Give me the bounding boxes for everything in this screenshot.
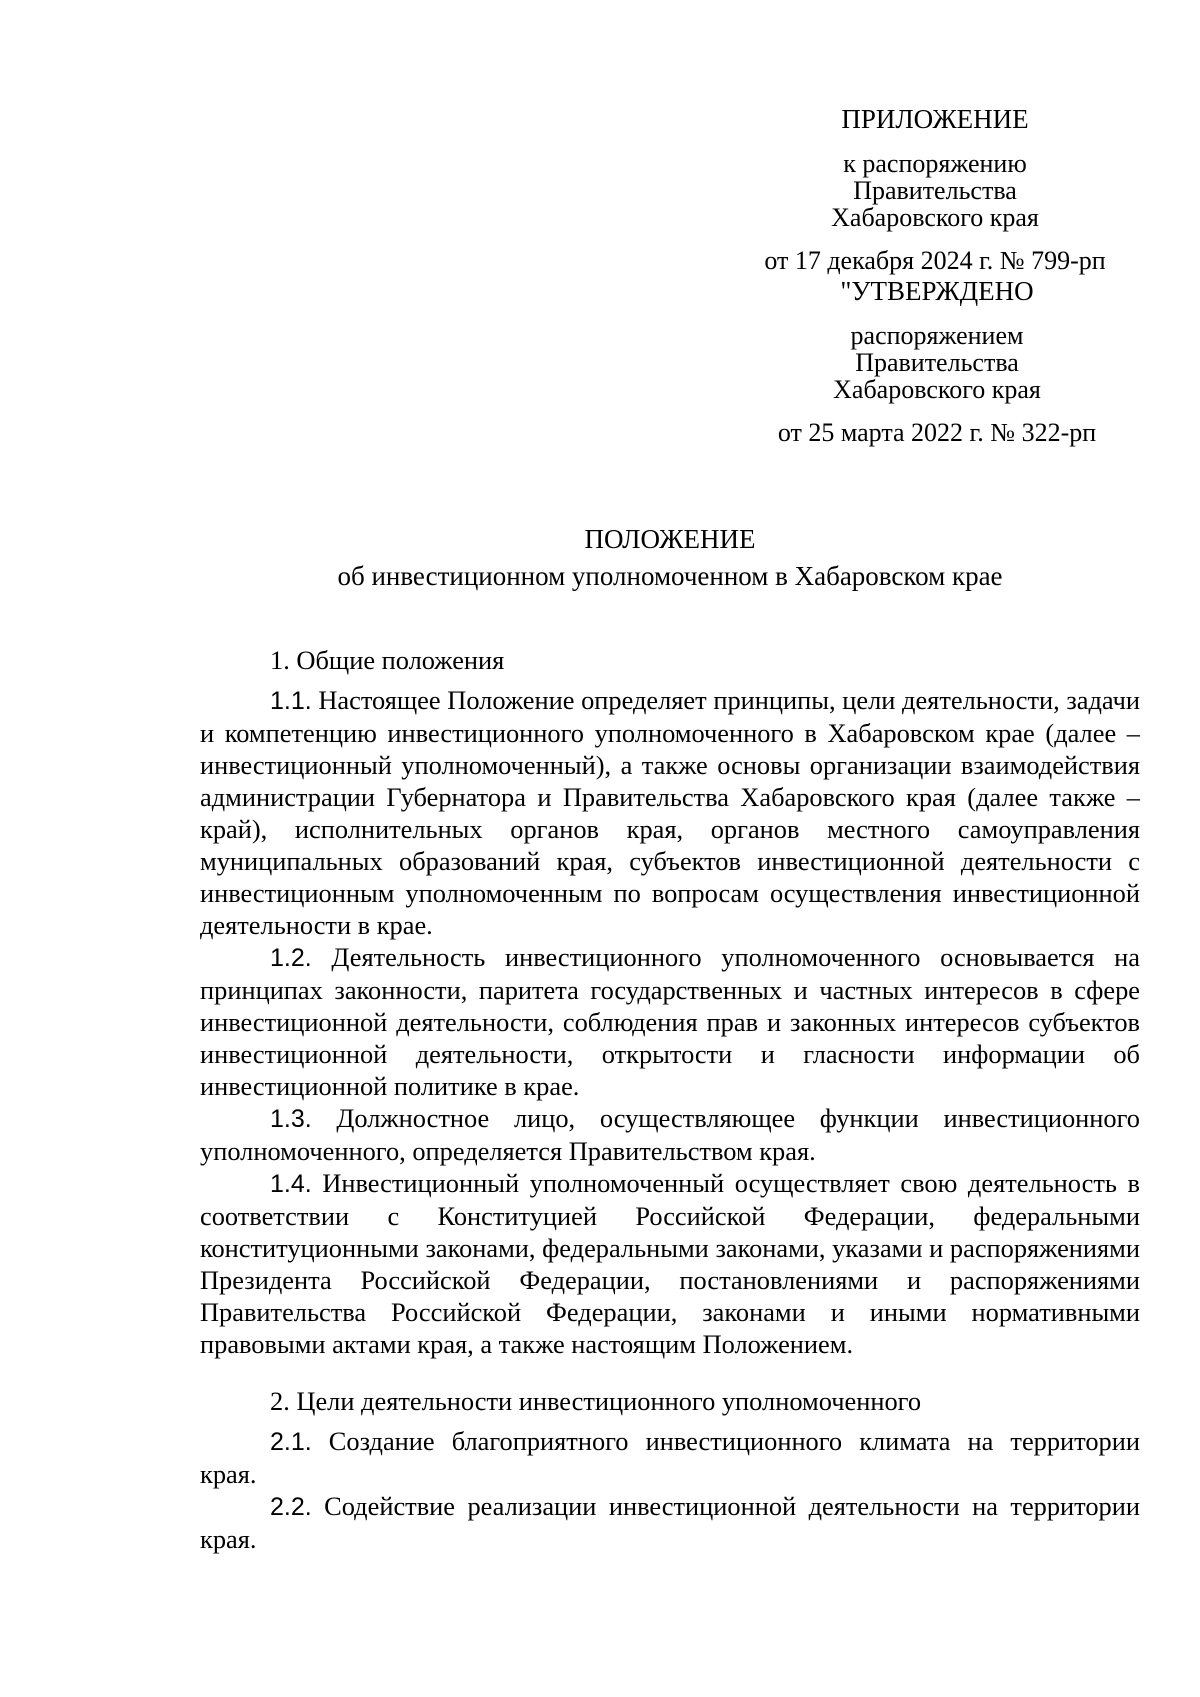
paragraph-text: Настоящее Положение определяет принципы, цели деятельности, задачи и компетенцию инвестиционного уполномоченного в Хабаровском крае (далее – инвестиционный уполномоченный), а также основы организации взаимодействия администрации Губернатора и Правительства Хабаровского края (далее также – край), исполнительных органов края, органов местного самоуправления муниципальных образований края, субъектов инвестиционной деятельности с инвестиционным уполномоченным по вопросам осуществления инвестиционной деятельности в крае.: [200, 685, 1140, 940]
approved-line-3: Хабаровского края: [833, 375, 1041, 404]
section-heading: 1. Общие положения: [270, 645, 505, 675]
paragraph-number: 1.4.: [270, 1170, 312, 1198]
approved-line-1: распоряжением: [850, 321, 1024, 350]
document-title: ПОЛОЖЕНИЕ: [584, 524, 756, 554]
approved-stamp: [752, 278, 1122, 446]
paragraph-text: Должностное лицо, осуществляющее функции инвестиционного уполномоченного, определяется Правительством края.: [200, 1103, 1140, 1166]
paragraph-text: Деятельность инвестиционного уполномоченного основывается на принципах законности, паритета государственных и частных интересов в сфере инвестиционной деятельности, соблюдения прав и законных интересов субъектов инвестиционной деятельности, открытости и гласности информации об инвестиционной политике в крае.: [200, 942, 1140, 1101]
paragraph-number: 2.1.: [270, 1428, 312, 1456]
approved-line-2: Правительства: [855, 348, 1019, 377]
approved-title: "УТВЕРЖДЕНО: [840, 276, 1034, 306]
paragraph: [200, 941, 1140, 1102]
document-subtitle: об инвестиционном уполномоченном в Хабаровском крае: [337, 561, 1003, 591]
appendix-line-2: Правительства: [853, 176, 1017, 205]
appendix-title: ПРИЛОЖЕНИЕ: [841, 104, 1029, 134]
paragraph: [200, 1102, 1140, 1167]
paragraph: [200, 1490, 1140, 1555]
paragraph-number: 2.2.: [270, 1493, 312, 1521]
approved-date: от 25 марта 2022 г. № 322-рп: [777, 418, 1097, 447]
appendix-line-1: к распоряжению: [843, 149, 1027, 178]
document-body: [200, 644, 1140, 1555]
paragraph-text: Создание благоприятного инвестиционного климата на территории края.: [200, 1426, 1140, 1489]
appendix-stamp: [740, 106, 1130, 274]
paragraph-text: Инвестиционный уполномоченный осуществляет свою деятельность в соответствии с Конституцией Российской Федерации, федеральными конституционными законами, федеральными законами, указами и распоряжениями Президента Российской Федерации, постановлениями и распоряжениями Правительства Российской Федерации, законами и иными нормативными правовыми актами края, а также настоящим Положением.: [200, 1168, 1140, 1359]
paragraph-number: 1.2.: [270, 944, 312, 972]
paragraph-number: 1.1.: [270, 687, 312, 715]
paragraph-number: 1.3.: [270, 1105, 312, 1133]
document-title-block: [200, 522, 1140, 593]
appendix-line-3: Хабаровского края: [831, 203, 1039, 232]
appendix-date: от 17 декабря 2024 г. № 799-рп: [764, 246, 1106, 275]
paragraph: [200, 1425, 1140, 1490]
paragraph-text: Содействие реализации инвестиционной деятельности на территории края.: [200, 1491, 1140, 1554]
paragraph: [200, 1167, 1140, 1360]
paragraph: [200, 684, 1140, 941]
section-heading: 2. Цели деятельности инвестиционного уполномоченного: [270, 1386, 922, 1416]
